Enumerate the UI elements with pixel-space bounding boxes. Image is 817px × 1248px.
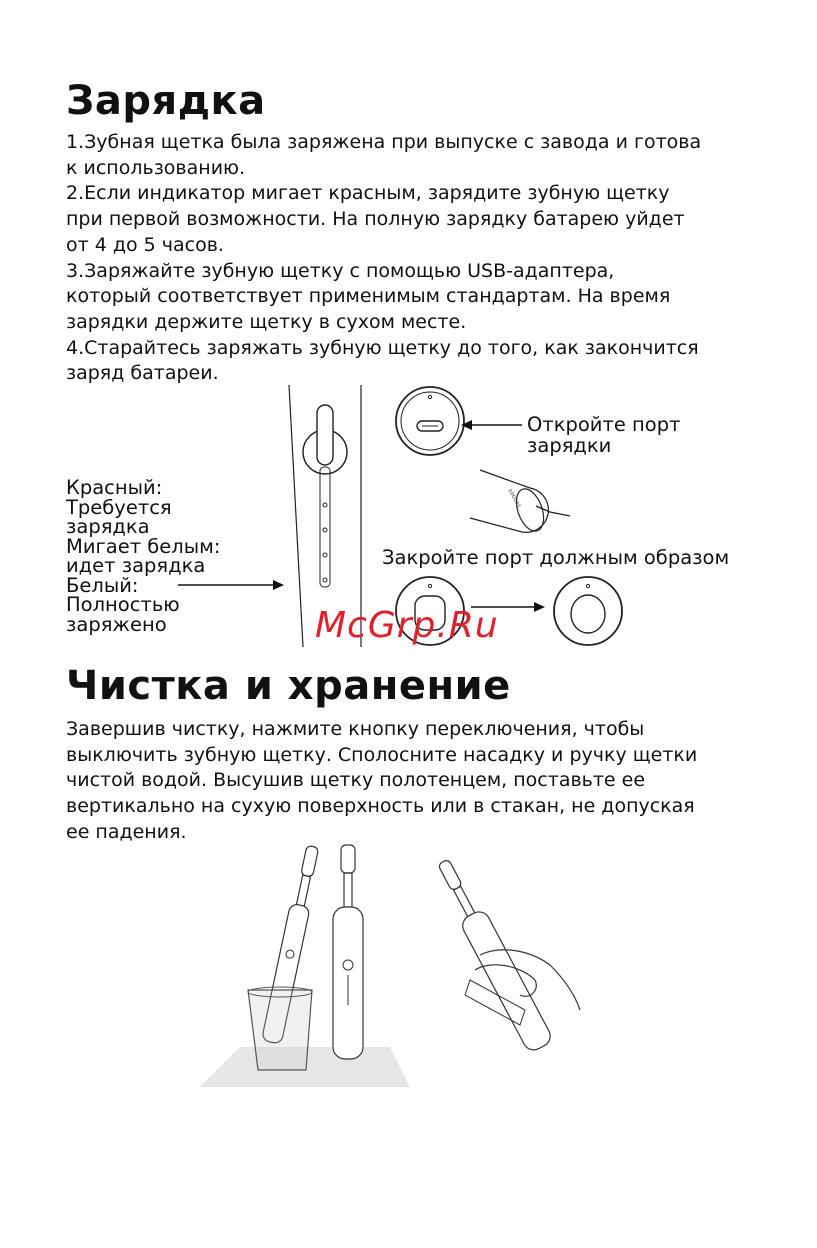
watermark: McGrp.Ru [315,605,499,646]
legend-line: зарядка [66,515,150,538]
instruction-line: который соответствует применимым стандартам. На время [66,285,671,308]
instruction-line: при первой возможности. На полную зарядку батарею уйдет [66,208,685,231]
drying-illustration [430,850,590,1055]
close-port-label: Закройте порт должным образом [382,546,730,569]
brush-with-cable-illustration [470,470,590,545]
instruction-line: ее падения. [66,820,187,843]
instruction-line: 1.Зубная щетка была заряжена при выпуске с завода и готова [66,131,702,153]
legend-line: заряжено [66,612,167,636]
charging-title: Зарядка [66,78,266,124]
legend-line: Полностью [66,593,180,616]
legend-line: Мигает белым: [66,534,221,558]
instruction-line: вертикально на сухую поверхность или в стакан, не допуская [66,795,695,818]
instruction-line: 3.Заряжайте зубную щетку с помощью USB-адаптера, [66,259,615,282]
legend-line: Требуется [66,495,172,519]
legend-line: Красный: [66,476,163,499]
instruction-line: Завершив чистку, нажмите кнопку переключения, чтобы [66,718,645,740]
label-line: зарядки [527,434,612,457]
instruction-line: чистой водой. Высушив щетку полотенцем, поставьте ее [66,769,646,792]
svg-text:soocas: soocas [506,487,523,509]
instruction-line: 2.Если индикатор мигает красным, зарядите зубную щетку [66,182,670,205]
instruction-line: к использованию. [66,156,246,179]
legend-line: идет зарядка [66,554,206,577]
instruction-line: 4.Старайтесь заряжать зубную щетку до того, как закончится [66,336,699,359]
legend-line: Белый: [66,573,139,597]
instruction-line: выключить зубную щетку. Сполосните насадку и ручку щетки [66,743,698,766]
storage-illustration [200,845,420,1090]
instruction-line: зарядки держите щетку в сухом месте. [66,310,467,333]
open-port-label [527,414,680,456]
label-line: Откройте порт [527,413,681,436]
instruction-line: от 4 до 5 часов. [66,233,224,256]
instruction-line: заряд батареи. [66,362,219,385]
cleaning-title: Чистка и хранение [66,663,511,709]
cleaning-instructions [66,717,746,846]
